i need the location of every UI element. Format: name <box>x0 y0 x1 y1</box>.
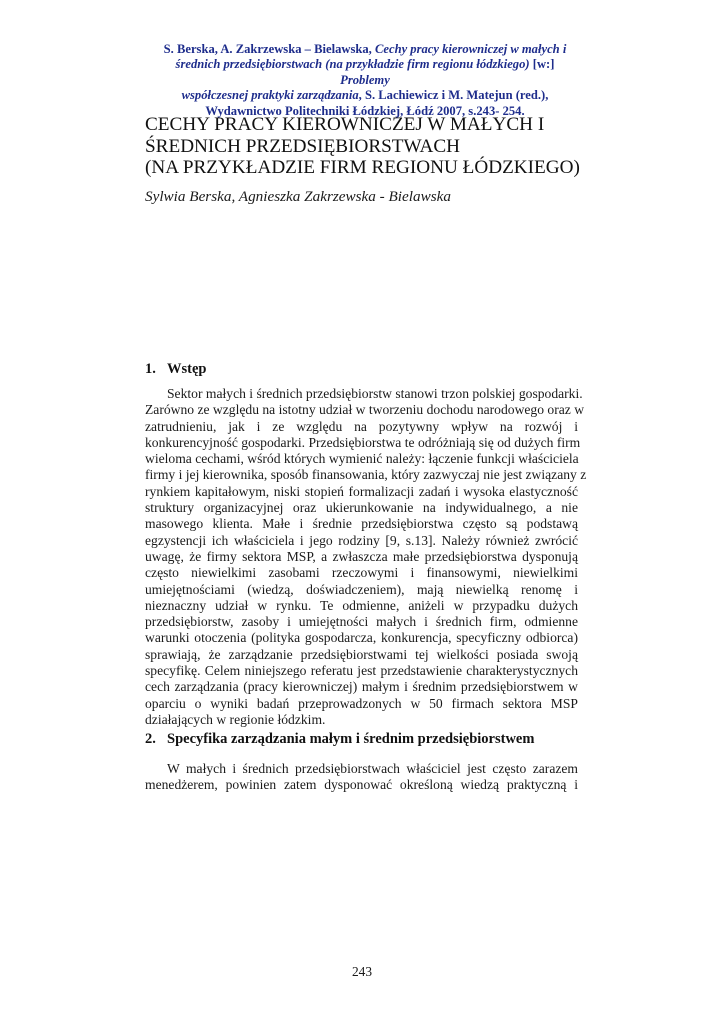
intro-paragraph <box>145 386 587 728</box>
specifics-paragraph <box>145 761 578 794</box>
citation-publisher: Wydawnictwo Politechniki Łódzkiej, Łódź 2007, s.243- 254. <box>205 103 525 118</box>
citation-book-part1: Problemy <box>340 72 390 87</box>
section-heading-specifics <box>145 731 534 748</box>
text-line: działających w regionie łódzkim. <box>145 711 326 727</box>
text-line: menedżerem, powinien zatem dysponować określoną wiedzą praktyczną i <box>145 777 578 793</box>
title-line: ŚREDNICH PRZEDSIĘBIORSTWACH <box>145 135 461 157</box>
citation-book-part2: współczesnej praktyki zarządzania <box>181 88 359 103</box>
section-number: 2. <box>145 731 156 747</box>
text-line: oparciu o wyniki badań przeprowadzonych w 50 firmach sektora MSP <box>145 695 578 711</box>
text-line: często niewielkimi zasobami rzeczowymi i finansowymi, niewielkimi <box>145 565 578 581</box>
text-line: wieloma cechami, wśród których wymienić należy: łączenie funkcji właściciela <box>145 451 579 467</box>
text-line: egzystencji ich właściciela i jego rodziny [9, s.13]. Należy również zwrócić <box>145 532 578 548</box>
text-line: rynkiem kapitałowym, niski stopień formalizacji zadań i wysoka elastyczność <box>145 483 578 499</box>
text-line: zatrudnieniu, jak i ze względu na pozytywny wpływ na rozwój i <box>145 418 578 434</box>
title-line: (NA PRZYKŁADZIE FIRM REGIONU ŁÓDZKIEGO) <box>145 157 580 178</box>
text-line: W małych i średnich przedsiębiorstwach właściciel jest często zarazem <box>167 761 578 776</box>
section-title: Specyfika zarządzania małym i średnim przedsiębiorstwem <box>167 731 535 747</box>
title-line: CECHY PRACY KIEROWNICZEJ W MAŁYCH I <box>145 114 545 135</box>
text-line: warunki otoczenia (polityka gospodarcza, konkurencja, specyficzny odbiorca) <box>145 630 578 646</box>
paper-authors: Sylwia Berska, Agnieszka Zakrzewska - Bielawska <box>145 188 451 205</box>
section-number: 1. <box>145 361 156 377</box>
page-number: 243 <box>351 964 373 979</box>
section-title: Wstęp <box>167 361 207 377</box>
text-line: firmy i jej kierownika, sposób finansowania, który zazwyczaj nie jest związany z <box>145 467 587 483</box>
paper-title <box>145 114 585 179</box>
text-line: specyfikę. Celem niniejszego referatu jest przedstawienie charakterystycznych <box>145 663 578 679</box>
citation-authors: S. Berska, A. Zakrzewska – Bielawska, <box>163 42 372 56</box>
text-line: Sektor małych i średnich przedsiębiorstw stanowi trzon polskiej gospodarki. <box>167 386 583 401</box>
citation-title-part2: średnich przedsiębiorstwach (na przykładzie firm regionu łódzkiego) <box>175 57 530 72</box>
text-line: uwagę, że firmy sektora MSP, a zwłaszcza małe przedsiębiorstwa dysponują <box>145 548 578 564</box>
text-line: umiejętnościami (wiedzą, doświadczeniem), mają niewielką renomę i <box>145 581 578 597</box>
citation-editors: , S. Lachiewicz i M. Matejun (red.), <box>358 88 549 103</box>
section-heading-intro <box>145 361 206 378</box>
text-line: nieznaczny udział w rynku. Te odmienne, aniżeli w przypadku dużych <box>145 597 578 613</box>
text-line: konkurencyjność gospodarki. Przedsiębiorstwa te odróżniają się od dużych firm <box>145 434 581 450</box>
text-line: sprawiają, że zarządzanie przedsiębiorstwami tej wielkości posiada swoją <box>145 646 578 662</box>
text-line: struktury organizacyjnej oraz ukierunkowanie na indywidualnego, a nie <box>145 500 578 516</box>
citation-in-label: [w:] <box>532 57 555 72</box>
text-line: przedsiębiorstw, zasoby i umiejętności małych i średnich firm, odmienne <box>145 614 578 630</box>
text-line: cech zarządzania (pracy kierowniczej) małym i średnim przedsiębiorstwem w <box>145 679 578 695</box>
text-line: Zarówno ze względu na istotny udział w tworzeniu dochodu narodowego oraz w <box>145 402 585 418</box>
text-line: masowego klienta. Małe i średnie przedsiębiorstwa często są podstawą <box>145 516 578 532</box>
citation-header <box>150 42 580 119</box>
citation-title-part1: Cechy pracy kierowniczej w małych i <box>374 42 567 56</box>
